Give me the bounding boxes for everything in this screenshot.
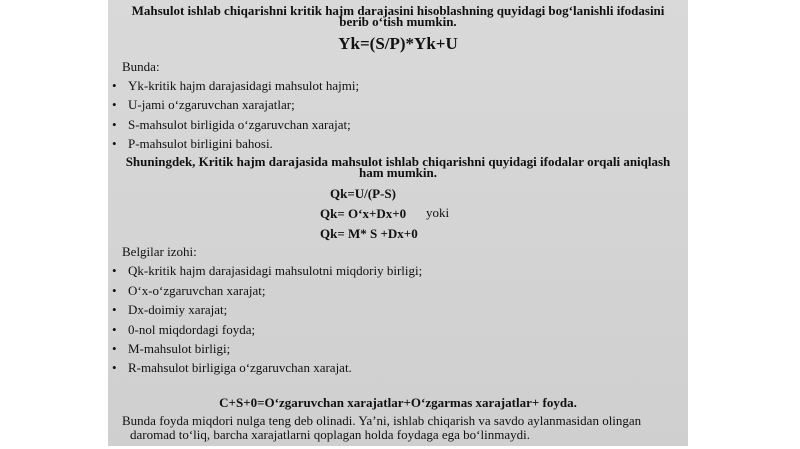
formula-2-suffix: yoki	[426, 205, 450, 220]
heading-line-2: berib o‘tish mumkin.	[339, 14, 457, 29]
bullet-icon: •	[112, 360, 117, 375]
list-item-text: 0-nol miqdordagi foyda;	[128, 322, 256, 337]
list-item-text: Dx-doimiy xarajat;	[128, 302, 228, 317]
bullet-icon: •	[112, 283, 117, 298]
list-item	[112, 264, 422, 278]
footer-line-1: Bunda foyda miqdori nulga teng deb olinadi. Ya’ni, ishlab chiqarish va savdo aylanmasidan olingan	[122, 413, 642, 428]
bullet-icon: •	[112, 302, 117, 317]
list-item	[112, 137, 273, 151]
bunda-label: Bunda:	[122, 59, 160, 74]
list-item	[112, 342, 230, 356]
bullet-icon: •	[112, 136, 117, 151]
list-item-text: S-mahsulot birligida o‘zgaruvchan xarajat;	[128, 117, 351, 132]
section2-line-2: ham mumkin.	[358, 165, 438, 180]
bullet-icon: •	[112, 341, 117, 356]
bullet-icon: •	[112, 263, 117, 278]
list-item-text: O‘x-o‘zgaruvchan xarajat;	[128, 283, 266, 298]
list-item	[112, 79, 359, 93]
bullet-icon: •	[112, 117, 117, 132]
bullet-icon: •	[112, 97, 117, 112]
main-formula: Yk=(S/P)*Yk+U	[338, 34, 458, 53]
list-item	[112, 303, 227, 317]
list-item-text: M-mahsulot birligi;	[128, 341, 231, 356]
list-item	[112, 284, 266, 298]
formula-1: Qk=U/(P-S)	[330, 186, 396, 201]
list-item-text: P-mahsulot birligini bahosi.	[128, 136, 273, 151]
slide	[108, 0, 688, 446]
section2-line-1: Shuningdek, Kritik hajm darajasida mahsulot ishlab chiqarishni quyidagi ifodalar orqali aniqlash	[125, 154, 671, 169]
list-item	[112, 98, 295, 112]
list-item-text: Qk-kritik hajm darajasidagi mahsulotni miqdoriy birligi;	[128, 263, 423, 278]
bullet-icon: •	[112, 78, 117, 93]
list-item	[112, 361, 352, 375]
bullet-icon: •	[112, 322, 117, 337]
legend-label: Belgilar izohi:	[122, 244, 197, 259]
list-item-text: Yk-kritik hajm darajasidagi mahsulot hajmi;	[128, 78, 360, 93]
formula-2: Qk= O‘x+Dx+0	[320, 206, 407, 221]
formula-3: Qk= M* S +Dx+0	[320, 226, 418, 241]
list-item	[112, 118, 351, 132]
list-item-text: R-mahsulot birligiga o‘zgaruvchan xarajat.	[128, 360, 352, 375]
heading-line-1: Mahsulot ishlab chiqarishni kritik hajm darajasini hisoblashning quyidagi bog‘lanishli ifodasini	[131, 3, 665, 18]
summary-formula: C+S+0=O‘zgaruvchan xarajatlar+O‘zgarmas xarajatlar+ foyda.	[219, 395, 577, 410]
list-item	[112, 323, 255, 337]
footer-line-2: daromad to‘liq, barcha xarajatlarni qoplagan holda foydaga ega bo‘linmaydi.	[130, 427, 530, 442]
list-item-text: U-jami o‘zgaruvchan xarajatlar;	[128, 97, 295, 112]
